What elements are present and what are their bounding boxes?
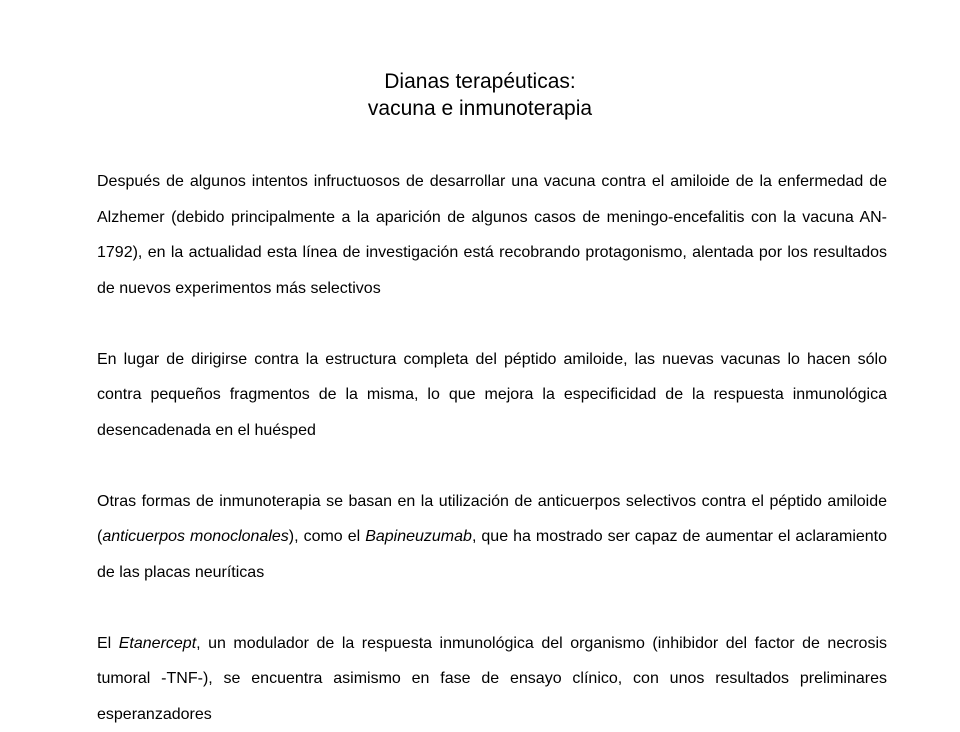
slide-body <box>97 164 887 732</box>
term-etanercept: Etanercept <box>119 635 196 652</box>
paragraph-antibodies-text-2: ), como el <box>289 528 365 545</box>
paragraph-etanercept <box>97 626 887 732</box>
paragraph-antibodies-text-3: , que ha mostrado ser capaz de aumentar el aclaramiento de las placas neuríticas <box>97 528 887 581</box>
slide-title <box>0 68 960 122</box>
title-line-2: vacuna e inmunoterapia <box>0 95 960 122</box>
title-line-1: Dianas terapéuticas: <box>0 68 960 95</box>
paragraph-antibodies-text-1: Otras formas de inmunoterapia se basan en la utilización de anticuerpos selectivos contra el péptido amiloide ( <box>97 493 887 546</box>
term-bapineuzumab: Bapineuzumab <box>365 528 472 545</box>
paragraph-vaccine-history: Después de algunos intentos infructuosos de desarrollar una vacuna contra el amiloide de la enfermedad de Alzhemer (debido principalmente a la aparición de algunos casos de meningo-encefalitis con la vacuna AN-1792), en la actualidad esta línea de investigación está recobrando protagonismo, alentada por los resultados de nuevos experimentos más selectivos <box>97 164 887 306</box>
paragraph-antibodies <box>97 484 887 591</box>
paragraph-new-vaccines: En lugar de dirigirse contra la estructura completa del péptido amiloide, las nuevas vacunas lo hacen sólo contra pequeños fragmentos de la misma, lo que mejora la especificidad de la respuesta inmunológica desencadenada en el huésped <box>97 342 887 449</box>
paragraph-etanercept-text-1: El <box>97 635 119 652</box>
paragraph-etanercept-text-2: , un modulador de la respuesta inmunológica del organismo (inhibidor del factor de necrosis tumoral -TNF-), se encuentra asimismo en fase de ensayo clínico, con unos resultados preliminares esperanzadores <box>97 635 887 723</box>
term-monoclonal-antibodies: anticuerpos monoclonales <box>102 528 288 545</box>
